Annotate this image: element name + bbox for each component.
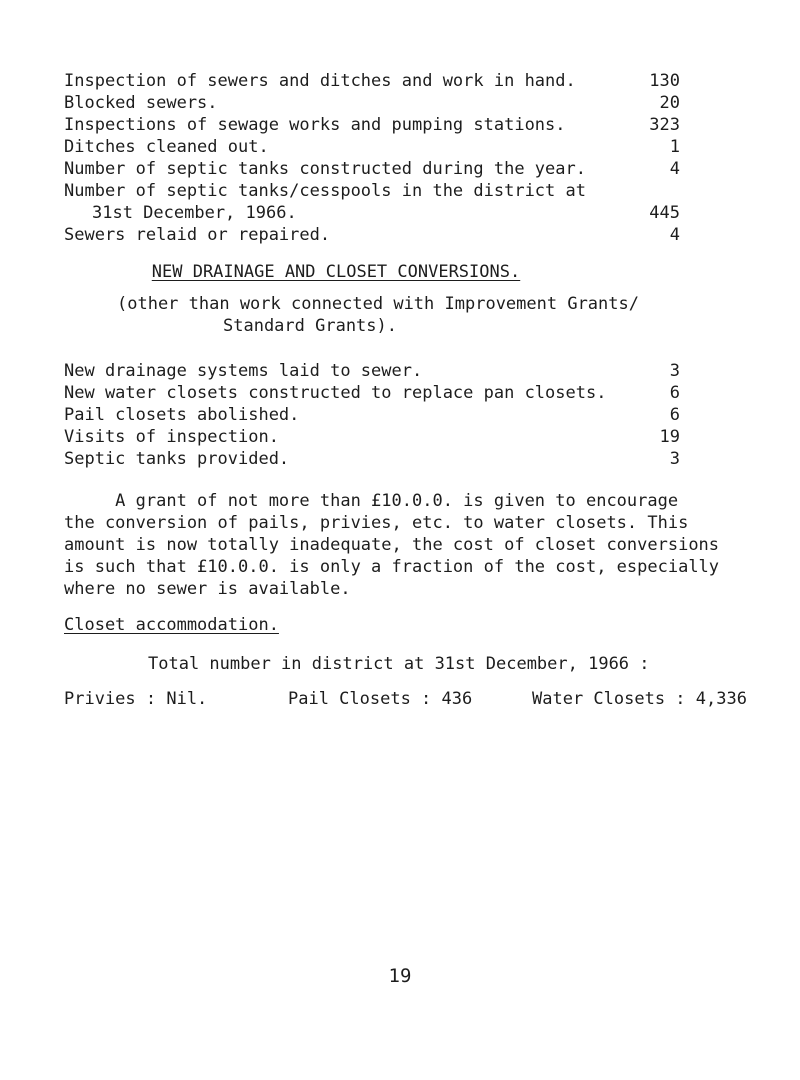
inspection-row xyxy=(64,180,680,202)
row-label: Sewers relaid or repaired. xyxy=(64,225,331,245)
row-label: Visits of inspection. xyxy=(64,427,279,447)
row-value: 4 xyxy=(669,159,680,179)
row-label: Blocked sewers. xyxy=(64,93,218,113)
inspection-row xyxy=(64,136,680,158)
section-subheading: Standard Grants). xyxy=(223,316,397,336)
row-label: Inspections of sewage works and pumping stations. xyxy=(64,115,566,135)
drainage-row xyxy=(64,360,680,382)
row-value: 1 xyxy=(669,137,680,157)
row-label: Number of septic tanks/cesspools in the district at xyxy=(64,181,586,201)
row-label: New drainage systems laid to sewer. xyxy=(64,361,423,381)
drainage-row xyxy=(64,404,680,426)
row-value: 19 xyxy=(659,427,680,447)
row-label: 31st December, 1966. xyxy=(92,203,297,223)
section-subheading: (other than work connected with Improvement Grants/ xyxy=(117,294,639,314)
row-label: Ditches cleaned out. xyxy=(64,137,269,157)
grant-paragraph-line: where no sewer is available. xyxy=(64,579,351,599)
privies-count: Privies : Nil. xyxy=(64,689,208,709)
inspection-row xyxy=(64,224,680,246)
inspection-row xyxy=(64,158,680,180)
grant-paragraph-line: amount is now totally inadequate, the cost of closet conversions xyxy=(64,535,720,555)
row-value: 3 xyxy=(669,361,680,381)
drainage-row xyxy=(64,426,680,448)
inspection-row xyxy=(64,114,680,136)
row-value: 323 xyxy=(649,115,680,135)
drainage-row xyxy=(64,382,680,404)
page-number: 19 xyxy=(388,965,412,987)
row-value: 445 xyxy=(649,203,680,223)
drainage-row xyxy=(64,448,680,470)
row-value: 6 xyxy=(669,405,680,425)
grant-paragraph-line: A grant of not more than £10.0.0. is given to encourage xyxy=(64,491,679,511)
row-value: 4 xyxy=(669,225,680,245)
row-value: 130 xyxy=(649,71,680,91)
row-label: Number of septic tanks constructed during the year. xyxy=(64,159,586,179)
row-value: 6 xyxy=(669,383,680,403)
row-value: 20 xyxy=(659,93,680,113)
row-label: New water closets constructed to replace pan closets. xyxy=(64,383,607,403)
grant-paragraph-line: the conversion of pails, privies, etc. to water closets. This xyxy=(64,513,689,533)
inspection-row xyxy=(64,202,680,224)
pail-closets-count: Pail Closets : 436 xyxy=(288,689,473,709)
row-value: 3 xyxy=(669,449,680,469)
water-closets-count: Water Closets : 4,336 xyxy=(532,689,747,709)
closet-total-line: Total number in district at 31st December, 1966 : xyxy=(148,654,650,674)
row-label: Pail closets abolished. xyxy=(64,405,300,425)
row-label: Septic tanks provided. xyxy=(64,449,290,469)
closet-accommodation-heading: Closet accommodation. xyxy=(64,615,279,635)
inspection-row xyxy=(64,70,680,92)
row-label: Inspection of sewers and ditches and work in hand. xyxy=(64,71,576,91)
inspection-row xyxy=(64,92,680,114)
section-heading: NEW DRAINAGE AND CLOSET CONVERSIONS. xyxy=(151,262,521,282)
grant-paragraph-line: is such that £10.0.0. is only a fraction of the cost, especially xyxy=(64,557,720,577)
